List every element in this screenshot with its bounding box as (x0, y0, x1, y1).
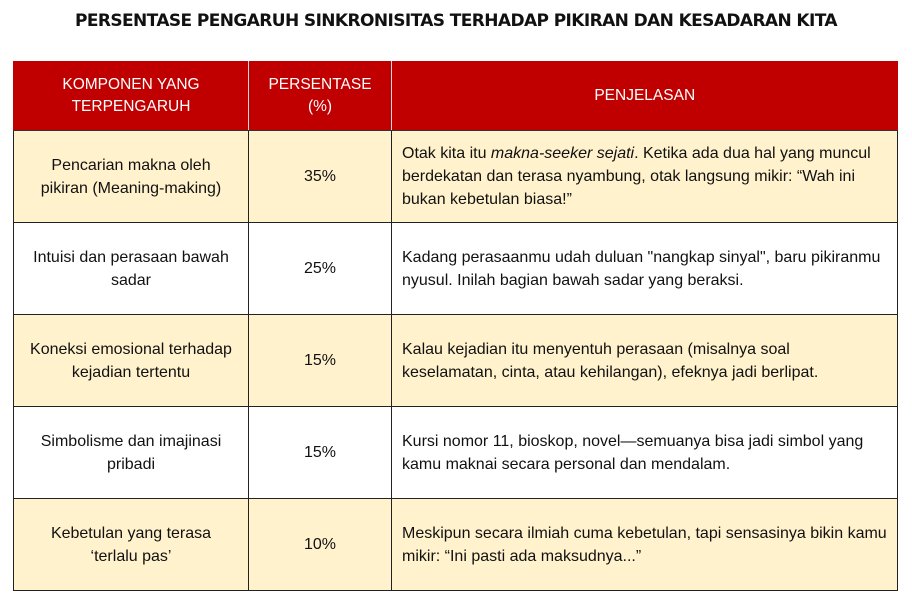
table-row (14, 315, 898, 407)
komponen-cell: Kebetulan yang terasa ‘terlalu pas’ (14, 499, 249, 591)
table-row (14, 223, 898, 315)
persentase-cell: 15% (249, 407, 392, 499)
persentase-cell: 10% (249, 499, 392, 591)
penjelasan-cell: Kadang perasaanmu udah duluan "nangkap sinyal", baru pikiranmu nyusul. Inilah bagian bawah sadar yang beraksi. (392, 223, 898, 315)
emphasis-text: makna-seeker sejati (490, 145, 635, 162)
komponen-cell: Intuisi dan perasaan bawah sadar (14, 223, 249, 315)
persentase-cell: 35% (249, 131, 392, 223)
penjelasan-cell: Kursi nomor 11, bioskop, novel—semuanya bisa jadi simbol yang kamu maknai secara personal dan mendalam. (392, 407, 898, 499)
table-header-row (14, 61, 898, 131)
penjelasan-cell: Meskipun secara ilmiah cuma kebetulan, tapi sensasinya bikin kamu mikir: “Ini pasti ada maksudnya...” (392, 499, 898, 591)
table-row (14, 131, 898, 223)
header-komponen: KOMPONEN YANG TERPENGARUH (14, 61, 249, 131)
influence-table (13, 61, 898, 591)
header-persentase: PERSENTASE (%) (249, 61, 392, 131)
komponen-cell: Simbolisme dan imajinasi pribadi (14, 407, 249, 499)
penjelasan-cell: Kalau kejadian itu menyentuh perasaan (misalnya soal keselamatan, cinta, atau kehilangan), efeknya jadi berlipat. (392, 315, 898, 407)
penjelasan-cell: Otak kita itu makna-seeker sejati. Ketika ada dua hal yang muncul berdekatan dan terasa nyambung, otak langsung mikir: “Wah ini bukan kebetulan biasa!” (392, 131, 898, 223)
table-row (14, 407, 898, 499)
persentase-cell: 25% (249, 223, 392, 315)
komponen-cell: Pencarian makna oleh pikiran (Meaning-making) (14, 131, 249, 223)
header-penjelasan: PENJELASAN (392, 61, 898, 131)
page-title: PERSENTASE PENGARUH SINKRONISITAS TERHADAP PIKIRAN DAN KESADARAN KITA (75, 11, 837, 31)
persentase-cell: 15% (249, 315, 392, 407)
komponen-cell: Koneksi emosional terhadap kejadian tertentu (14, 315, 249, 407)
table-row (14, 499, 898, 591)
